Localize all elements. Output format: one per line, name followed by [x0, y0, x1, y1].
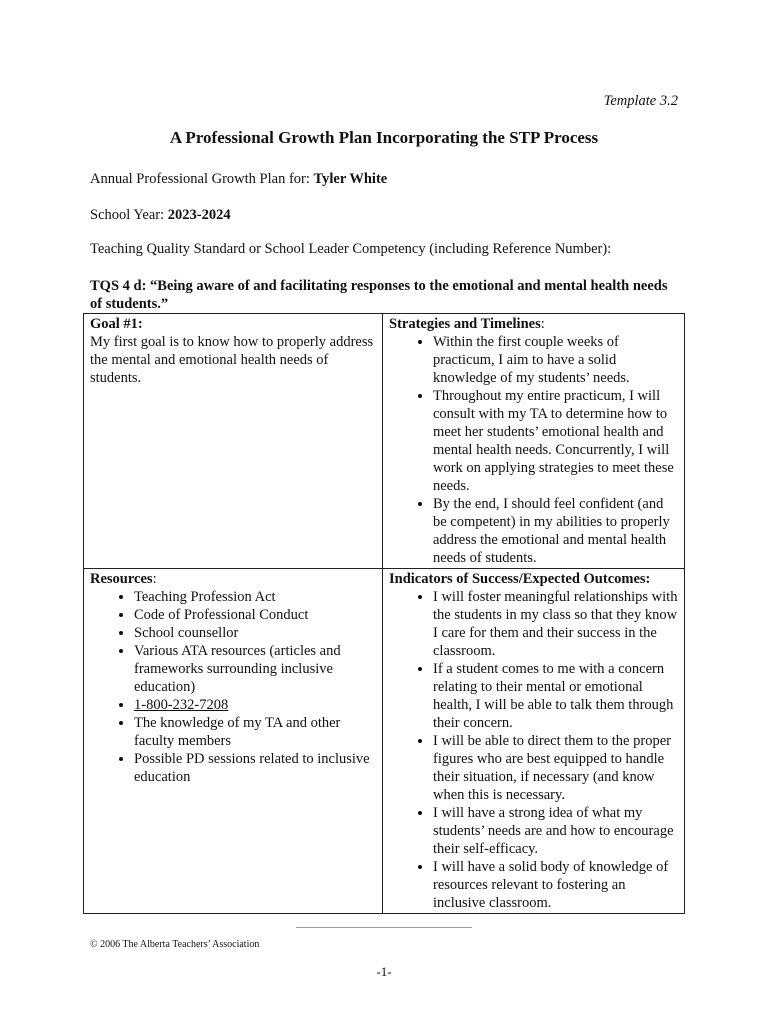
- list-item: • Code of Professional Conduct: [134, 606, 376, 624]
- strategies-heading: Strategies and Timelines: [389, 316, 541, 332]
- school-year-line: [90, 207, 231, 224]
- indicators-heading: Indicators of Success/Expected Outcomes:: [389, 571, 651, 587]
- list-item: • I will be able to direct them to the proper figures who are best equipped to handle their situation, if necessary (and know when this is necessary.: [433, 732, 678, 804]
- school-year-label: School Year:: [90, 207, 168, 223]
- indicators-cell: [383, 569, 685, 914]
- tqs-statement: TQS 4 d: “Being aware of and facilitating responses to the emotional and mental health needs of students.”: [90, 278, 668, 312]
- list-item: • Teaching Profession Act: [134, 588, 376, 606]
- table-row: [84, 569, 685, 914]
- goal-cell: [84, 314, 383, 569]
- strategies-heading-suffix: :: [540, 316, 545, 332]
- list-item: • Possible PD sessions related to inclusive education: [134, 750, 376, 786]
- list-item: • If a student comes to me with a concern relating to their mental or emotional health, I will be able to talk them through their concern.: [433, 660, 678, 732]
- list-item: [134, 696, 376, 714]
- footer-divider: [296, 927, 472, 928]
- list-item: • School counsellor: [134, 624, 376, 642]
- list-item: • I will foster meaningful relationships with the students in my class so that they know I care for them and their success in the classroom.: [433, 588, 678, 660]
- standard-label: Teaching Quality Standard or School Leader Competency (including Reference Number):: [90, 241, 612, 257]
- copyright-notice: © 2006 The Alberta Teachers’ Association: [90, 939, 260, 950]
- template-label: Template 3.2: [603, 93, 678, 109]
- list-item: • Within the first couple weeks of practicum, I aim to have a solid knowledge of my students’ needs.: [433, 333, 678, 387]
- table-row: [84, 314, 685, 569]
- page-number: -1-: [376, 964, 392, 979]
- list-item: • I will have a solid body of knowledge of resources relevant to fostering an inclusive classroom.: [433, 858, 678, 912]
- list-item: • Throughout my entire practicum, I will consult with my TA to determine how to meet her students’ emotional health and mental health needs. Concurrently, I will work on applying strategies to meet these needs.: [433, 387, 678, 495]
- indicators-list: [389, 588, 678, 912]
- resources-heading: Resources: [90, 571, 153, 587]
- list-item: • Various ATA resources (articles and frameworks surrounding inclusive education): [134, 642, 376, 696]
- list-item: • By the end, I should feel confident (and be competent) in my abilities to properly address the emotional and mental health needs of students.: [433, 495, 678, 567]
- school-year-value: 2023-2024: [167, 207, 231, 223]
- growth-plan-table: [83, 313, 685, 914]
- resources-heading-suffix: :: [152, 571, 157, 587]
- list-item: • The knowledge of my TA and other faculty members: [134, 714, 376, 750]
- strategies-cell: [383, 314, 685, 569]
- list-item: • I will have a strong idea of what my students’ needs are and how to encourage their self-efficacy.: [433, 804, 678, 858]
- plan-for-label: Annual Professional Growth Plan for:: [90, 171, 314, 187]
- goal-heading: Goal #1:: [90, 316, 143, 332]
- plan-for-line: [90, 171, 387, 188]
- document-title: A Professional Growth Plan Incorporating the STP Process: [169, 128, 599, 147]
- goal-text: My first goal is to know how to properly address the mental and emotional health needs of students.: [90, 334, 374, 386]
- resources-list: [90, 588, 376, 786]
- phone-link[interactable]: 1-800-232-7208: [134, 697, 229, 713]
- strategies-list: [389, 333, 678, 567]
- plan-for-name: Tyler White: [313, 171, 388, 187]
- resources-cell: [84, 569, 383, 914]
